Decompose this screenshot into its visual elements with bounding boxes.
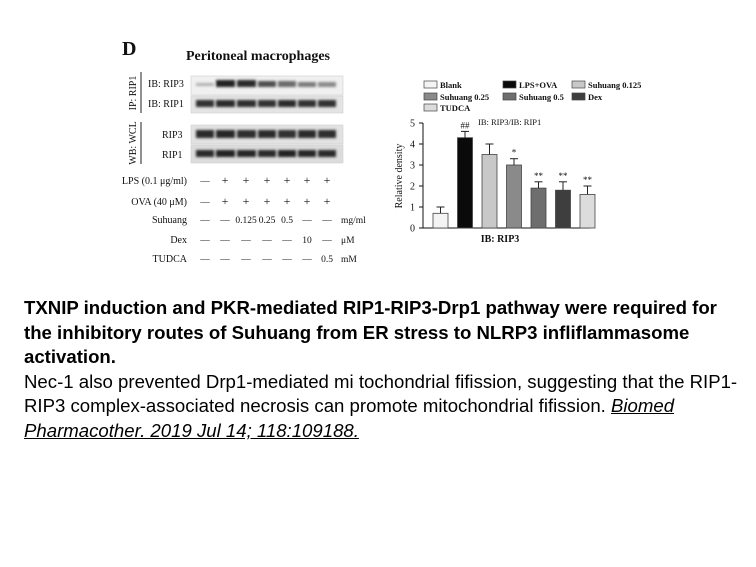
treatment-cell: + (303, 194, 311, 208)
legend-label: TUDCA (440, 103, 471, 113)
blot-strip-ib-rip3 (191, 76, 343, 95)
treatment-cell: + (242, 173, 250, 187)
treatment-label: Suhuang (152, 215, 187, 226)
treatment-cell: — (200, 177, 210, 187)
treatment-cell: — (302, 216, 312, 226)
figure-panel-d (0, 0, 756, 280)
treatment-unit: mg/ml (341, 216, 366, 226)
treatment-cell: + (323, 173, 331, 187)
treatment-cell: — (262, 236, 272, 246)
treatment-cell: + (323, 194, 331, 208)
blot-row-label: RIP1 (162, 150, 183, 161)
treatment-label: LPS (0.1 μg/ml) (121, 176, 187, 187)
bar (458, 138, 473, 228)
blot-row-label: RIP3 (162, 130, 183, 141)
treatment-cells (199, 173, 366, 265)
treatment-cell: — (220, 255, 230, 265)
bar (507, 165, 522, 228)
legend-label: Suhuang 0.125 (588, 80, 642, 90)
significance-mark: ## (460, 120, 470, 131)
blot-strip-wcl-rip3 (191, 125, 343, 144)
treatment-unit: mM (341, 255, 357, 265)
treatment-cell: — (302, 255, 312, 265)
treatment-label: Dex (170, 235, 187, 246)
legend-swatch (503, 81, 516, 88)
treatment-cell: — (200, 255, 210, 265)
y-tick-label: 5 (410, 118, 415, 130)
y-tick-label: 2 (410, 181, 415, 193)
bar (433, 213, 448, 228)
treatment-cell: — (241, 236, 251, 246)
treatment-cell: + (283, 194, 291, 208)
bar (531, 188, 546, 228)
treatment-table (122, 173, 366, 265)
y-ticks (410, 119, 423, 235)
treatment-unit: μM (341, 236, 355, 246)
blot-strip-wcl-rip1 (191, 145, 343, 163)
blot-row-label: IB: RIP1 (148, 99, 184, 110)
treatment-cell: 0.25 (258, 216, 276, 226)
bar (580, 194, 595, 228)
treatment-cell: — (200, 198, 210, 208)
wcl-group-label: WB: WCL (128, 121, 139, 165)
bar (556, 190, 571, 228)
chart-annotation: IB: RIP3/IB: RIP1 (478, 117, 542, 127)
legend-label: LPS+OVA (519, 80, 558, 90)
significance-mark: ** (558, 170, 568, 181)
bar-chart (394, 80, 641, 245)
treatment-cell: — (282, 236, 292, 246)
bars (433, 120, 595, 228)
legend-swatch (503, 93, 516, 100)
y-tick-label: 3 (410, 160, 415, 172)
treatment-cell: 0.125 (235, 216, 257, 226)
legend-label: Suhuang 0.5 (519, 92, 564, 102)
blot-row-label: IB: RIP3 (148, 79, 184, 90)
caption-title: TXNIP induction and PKR-mediated RIP1-RIP3-Drp1 pathway were required for the inhibitory routes of Suhuang from ER stress to NLRP3 infliflammasome activation. (24, 297, 717, 368)
treatment-cell: + (303, 173, 311, 187)
treatment-cell: — (241, 255, 251, 265)
legend-label: Dex (588, 92, 603, 102)
y-axis-label: Relative density (394, 143, 405, 209)
significance-mark: * (511, 147, 517, 158)
treatment-cell: + (221, 173, 229, 187)
legend-swatch (424, 104, 437, 111)
treatment-cell: + (221, 194, 229, 208)
treatment-cell: — (262, 255, 272, 265)
significance-mark: ** (583, 175, 592, 185)
treatment-cell: + (263, 194, 271, 208)
y-tick-label: 4 (410, 139, 415, 151)
treatment-cell: + (263, 173, 271, 187)
treatment-cell: — (220, 216, 230, 226)
legend-swatch (572, 93, 585, 100)
treatment-cell: 10 (302, 236, 312, 246)
chart-legend (424, 80, 641, 113)
treatment-label: OVA (40 μM) (131, 197, 187, 208)
caption-reference-link[interactable]: Biomed Pharmacother. 2019 Jul 14; 118:109188. (24, 395, 675, 441)
legend-label: Blank (440, 80, 462, 90)
panel-letter: D (122, 38, 137, 60)
ip-group-label: IP: RIP1 (128, 75, 139, 111)
treatment-cell: — (200, 236, 210, 246)
legend-label: Suhuang 0.25 (440, 92, 490, 102)
significance-mark: ** (534, 170, 543, 181)
treatment-cell: — (282, 255, 292, 265)
treatment-cell: + (242, 194, 250, 208)
treatment-cell: + (283, 173, 291, 187)
caption-body: Nec-1 also prevented Drp1-mediated mi tochondrial fifission, suggesting that the RIP1-RIP3 complex-associated necrosis can promote mitochondrial fifission. (24, 370, 738, 417)
blot-title: Peritoneal macrophages (186, 49, 330, 64)
treatment-cell: 0.5 (281, 216, 293, 226)
y-tick-label: 0 (410, 223, 415, 235)
blot-strip-ib-rip1 (191, 96, 343, 113)
legend-swatch (424, 81, 437, 88)
legend-swatch (424, 93, 437, 100)
treatment-cell: 0.5 (321, 255, 333, 265)
y-tick-label: 1 (410, 202, 415, 214)
treatment-cell: — (322, 236, 332, 246)
x-axis-label: IB: RIP3 (480, 234, 520, 245)
legend-swatch (572, 81, 585, 88)
bar (482, 155, 497, 229)
treatment-label: TUDCA (152, 254, 187, 265)
treatment-cell: — (200, 216, 210, 226)
figure-caption (24, 296, 744, 444)
treatment-cell: — (322, 216, 332, 226)
treatment-cell: — (220, 236, 230, 246)
